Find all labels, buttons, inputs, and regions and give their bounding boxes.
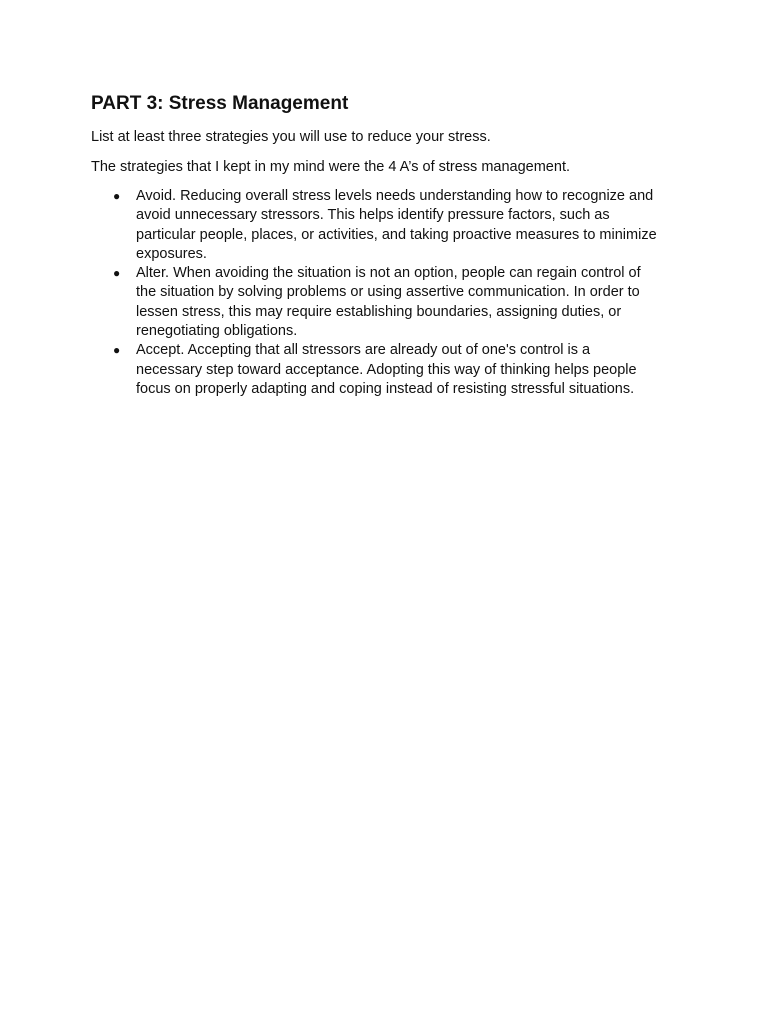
assignment-prompt: List at least three strategies you will use to reduce your stress. <box>91 129 491 145</box>
strategy-line: focus on properly adapting and coping instead of resisting stressful situations. <box>136 380 635 397</box>
strategy-item-alter <box>0 264 686 341</box>
bullet-icon: ● <box>113 266 121 281</box>
strategy-line: necessary step toward acceptance. Adopting this way of thinking helps people <box>136 361 637 378</box>
strategy-line: renegotiating obligations. <box>136 323 298 340</box>
strategy-line: exposures. <box>136 245 207 262</box>
strategy-line: the situation by solving problems or using assertive communication. In order to <box>136 284 640 301</box>
strategy-item-avoid <box>0 187 686 264</box>
strategy-line: lessen stress, this may require establishing boundaries, assigning duties, or <box>136 303 622 320</box>
strategy-line: particular people, places, or activities, and taking proactive measures to minimize <box>136 226 657 243</box>
strategy-list <box>0 187 768 399</box>
section-heading: PART 3: Stress Management <box>91 93 349 114</box>
intro-paragraph: The strategies that I kept in my mind were the 4 A’s of stress management. <box>91 159 570 175</box>
bullet-icon: ● <box>113 343 121 358</box>
strategy-line: Alter. When avoiding the situation is not an option, people can regain control of <box>136 265 641 282</box>
strategy-line: Avoid. Reducing overall stress levels needs understanding how to recognize and <box>136 188 654 204</box>
strategy-line: Accept. Accepting that all stressors are already out of one's control is a <box>136 342 591 359</box>
bullet-icon: ● <box>113 189 121 203</box>
strategy-item-accept <box>0 341 686 399</box>
strategy-line: avoid unnecessary stressors. This helps identify pressure factors, such as <box>136 207 610 224</box>
